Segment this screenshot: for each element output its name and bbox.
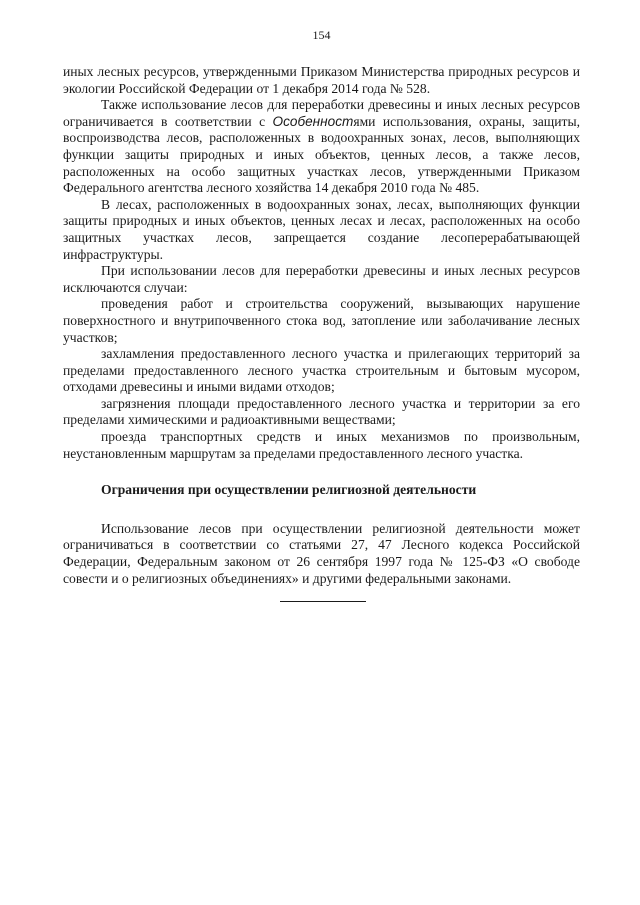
paragraph-continuation: иных лесных ресурсов, утвержденными Приказом Министерства природных ресурсов и экологии Российской Федерации от 1 декабря 2014 года № 528. — [63, 64, 580, 96]
page-number: 154 — [312, 28, 331, 42]
list-item-case: загрязнения площади предоставленного лесного участка и территории за его пределами химическими и радиоактивными веществами; — [63, 395, 580, 428]
list-item-case: проезда транспортных средств и иных механизмов по произвольным, неустановленным маршрутам за пределами предоставленного лесного участка. — [63, 429, 580, 461]
section-heading: Ограничения при осуществлении религиозной деятельности — [101, 482, 477, 498]
paragraph-prohibition: В лесах, расположенных в водоохранных зонах, лесах, выполняющих функции защиты природных и иных объектов, ценных лесах и лесах, расположенных на особо защитных участках лесов, запрещается создание лесоперерабатывающей инфраструктуры. — [63, 196, 580, 262]
paragraph-restrictions-start: Также использование лесов для переработки древесины и иных лесных ресурсов ограничивается в соответствии с — [63, 97, 580, 129]
section-religious-activity — [63, 482, 580, 587]
emphasized-term: Особенност — [272, 113, 354, 129]
paragraph-restrictions — [63, 97, 580, 197]
list-item-case: захламления предоставленного лесного участка и прилегающих территорий за пределами предоставленного лесного участка строительным и бытовым мусором, отходами древесины и иными видами отходов; — [63, 346, 580, 395]
list-item-case: проведения работ и строительства сооружений, вызывающих нарушение поверхностного и внутрипочвенного стока вод, затопление или заболачивание лесных участков; — [63, 296, 580, 345]
section-wood-processing — [63, 64, 580, 462]
closing-divider — [280, 601, 366, 602]
paragraph-excluded-cases-intro: При использовании лесов для переработки древесины и иных лесных ресурсов исключаются случаи: — [63, 263, 580, 295]
paragraph-religious-activity: Использование лесов при осуществлении религиозной деятельности может ограничиваться в соответствии со статьями 27, 47 Лесного кодекса Российской Федерации, Федеральным законом от 26 сентября 1997 года № 125-ФЗ «О свободе совести и о религиозных объединениях» и другими федеральными законами. — [63, 520, 580, 586]
paragraph-restrictions-end: ями использования, охраны, защиты, воспроизводства лесов, расположенных в водоохранных зонах, лесов, выполняющих функции защиты природных и иных объектов, ценных лесов, а также лесов, расположенных на особо защитных участках лесов, утвержденными Приказом Федерального агентства лесного хозяйства 14 декабря 2010 года № 485. — [63, 113, 580, 196]
